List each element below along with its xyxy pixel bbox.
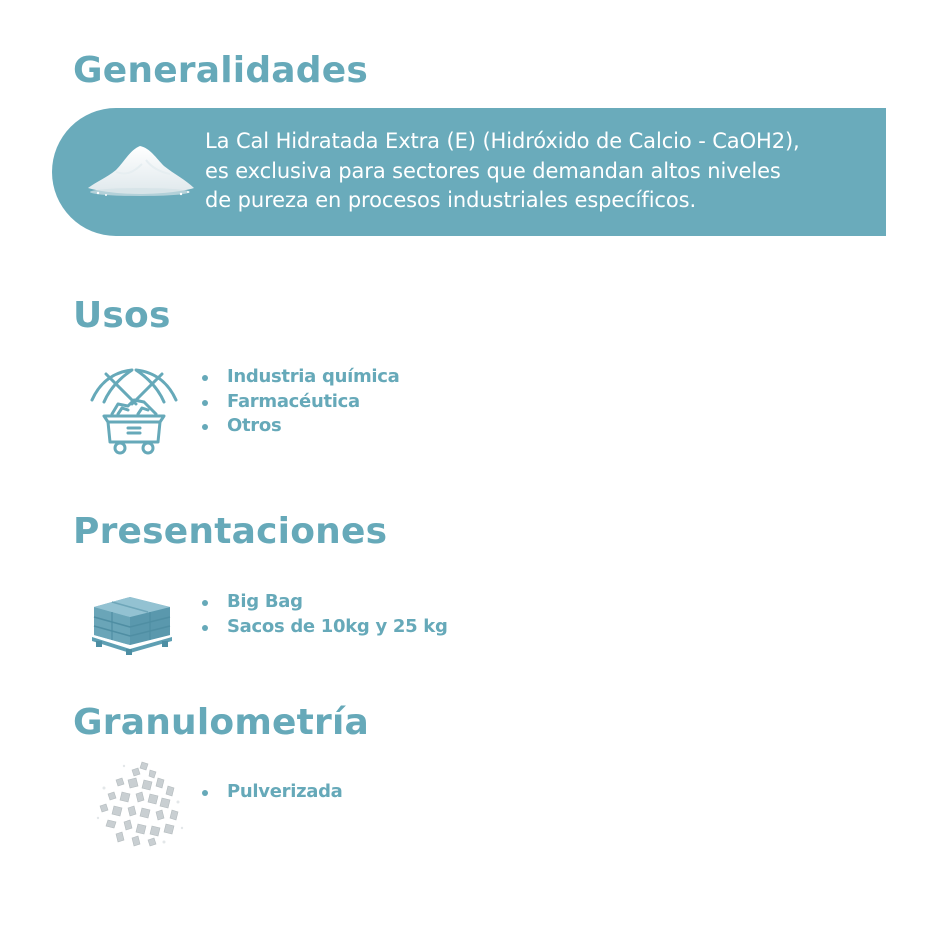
generalidades-banner	[52, 108, 886, 236]
granules-icon	[94, 758, 188, 850]
pallet-bags-icon	[86, 585, 176, 655]
description-line: La Cal Hidratada Extra (E) (Hidróxido de Calcio - CaOH2),	[205, 129, 800, 153]
section-title-granulometria: Granulometría	[73, 702, 370, 743]
mining-cart-pickaxe-icon	[88, 364, 180, 456]
list-item: Sacos de 10kg y 25 kg	[200, 615, 448, 640]
granulometria-list	[200, 780, 343, 805]
section-title-presentaciones: Presentaciones	[73, 511, 388, 552]
generalidades-description	[205, 127, 865, 216]
section-title-usos: Usos	[73, 295, 171, 336]
list-item: Otros	[200, 414, 400, 439]
list-item: Farmacéutica	[200, 390, 400, 415]
section-title-generalidades: Generalidades	[73, 50, 369, 91]
presentaciones-list	[200, 590, 448, 639]
usos-list	[200, 365, 400, 439]
powder-pile-icon	[86, 142, 196, 198]
list-item: Big Bag	[200, 590, 448, 615]
description-line: de pureza en procesos industriales específicos.	[205, 188, 697, 212]
list-item: Industria química	[200, 365, 400, 390]
description-line: es exclusiva para sectores que demandan altos niveles	[205, 158, 781, 183]
list-item: Pulverizada	[200, 780, 343, 805]
